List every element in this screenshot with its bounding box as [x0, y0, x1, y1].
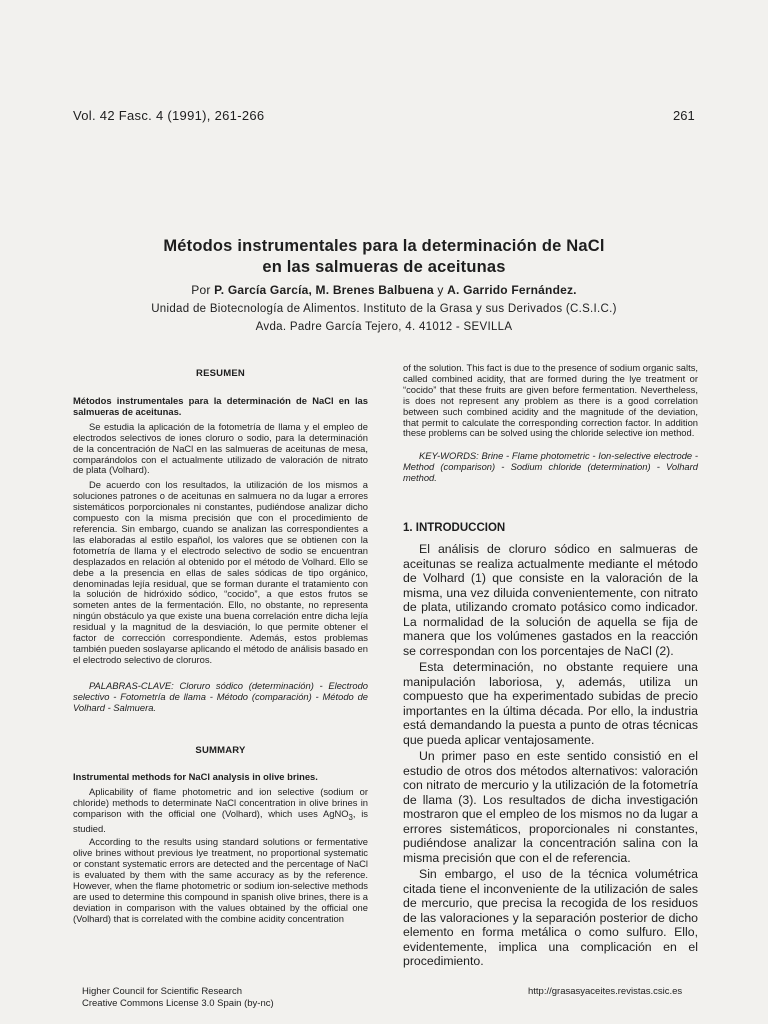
footer-line-1: Higher Council for Scientific Research — [82, 986, 242, 997]
resumen-keywords: PALABRAS-CLAVE: Cloruro sódico (determinación) - Electrodo selectivo - Fotometría de llama - Método (comparación) - Método de Volhard - Salmuera. — [73, 679, 368, 713]
summary-keywords: KEY-WORDS: Brine - Flame photometric - Ion-selective electrode - Method (comparison) - Sodium chloride (determination) - Volhard method. — [403, 450, 698, 484]
intro-paragraph-4: Sin embargo, el uso de la técnica volumétrica citada tiene el inconveniente de la utilización de sales de mercurio, que precisa la recogida de los residuos de las valoraciones y la separación posterior de dicho elemento en forma metálica o como sulfuro. Ello, evidentemente, implica una complicación en el procedimiento. — [403, 867, 698, 968]
introduccion-heading: 1. INTRODUCCION — [403, 522, 506, 534]
summary-paragraph-2-continued: of the solution. This fact is due to the presence of sodium organic salts, called combined acidity, that are formed during the lye treatment or “cocido” that these fruits are given before fermentation. Nevertheless, is does not represent any problem as there is a good correlation between such combined acidity and the magnitude of the deviation, that permit to calculate the corresponding correction factor. In addition these problems can be solved using the chloride selective ion method. — [403, 362, 698, 439]
title-line-2: en las salmueras de aceitunas — [262, 258, 506, 276]
page-number: 261 — [673, 108, 695, 123]
summary-subtitle: Instrumental methods for NaCl analysis in olive brines. — [73, 771, 318, 782]
affiliation-institute: Unidad de Biotecnología de Alimentos. Instituto de la Grasa y sus Derivados (C.S.I.C.) — [151, 303, 617, 315]
affiliation-address: Avda. Padre García Tejero, 4. 41012 - SEVILLA — [255, 321, 513, 333]
summary-paragraph-2: According to the results using standard solutions or fermentative olive brines without previous lye treatment, no proportional systematic or constant systematic errors are detected and the percentage of NaCl is evaluated by them with the same accuracy as by the reference. However, when the flame photometric or sodium ion-selective methods are used to determine this compound in spanish olive brines, there is a deviation in comparison with the values obtained by the official one (Volhard) that is correlated with the combine acidity concentration — [73, 836, 368, 924]
journal-volume-header: Vol. 42 Fasc. 4 (1991), 261-266 — [73, 108, 265, 123]
intro-paragraph-1: El análisis de cloruro sódico en salmueras de aceitunas se realiza actualmente mediante el método de Volhard (1) que consiste en la valoración de la misma, una vez diluida convenientemente, con nitrato de plata, utilizando cromato potásico como indicador. La normalidad de la solución de aquella se fija de manera que los volúmenes gastados en la reacción se correspondan con los porcentajes de NaCl (2). — [403, 542, 698, 658]
summary-continued — [403, 363, 698, 484]
footer-line-2: Creative Commons License 3.0 Spain (by-nc) — [82, 997, 274, 1009]
summary-section — [73, 745, 368, 925]
author-line — [70, 283, 698, 297]
summary-p1-end: , is studied. — [73, 807, 368, 834]
intro-paragraph-3: Un primer paso en este sentido consistió en el estudio de otros dos métodos alternativos: valoración con nitrato de mercurio y la utilización de la fotometría de llama (3). Los resultados de dicha investigación mostraron que el empleo de los mismos no da lugar a errores sistemáticos, proporcionales ni constantes, pudiéndose analizar la concentración salina con la misma precisión que con el de referencia. — [403, 749, 698, 865]
author-prefix: Por — [191, 283, 211, 297]
summary-paragraph-1 — [73, 787, 368, 835]
author-joiner: y — [437, 283, 444, 297]
introduccion-section — [403, 522, 698, 969]
summary-p1-subscript: 3 — [348, 812, 353, 822]
title-line-1: Métodos instrumentales para la determinación de NaCl — [163, 237, 605, 255]
article-title — [70, 236, 698, 278]
author-last: A. Garrido Fernández. — [447, 283, 577, 297]
resumen-paragraph-1: Se estudia la aplicación de la fotometría de llama y el empleo de electrodos selectivos de iones cloruro o sodio, para la determinación de la concentración de NaCl en las salmueras de aceitunas de mesa, comparándolos con el actualmente utilizado de valoración de nitrato de plata (Volhard). — [73, 420, 368, 476]
summary-p1-text: Aplicability of flame photometric and ion selective (sodium or chloride) methods to determinate NaCl concentration in olive brines in comparison with the official one (Volhard), which uses AgNO — [73, 785, 368, 819]
footer-url-link[interactable]: http://grasasyaceites.revistas.csic.es — [528, 986, 683, 997]
author-names: P. García García, M. Brenes Balbuena — [214, 283, 434, 297]
resumen-section — [73, 368, 368, 713]
footer-license — [82, 986, 274, 1009]
resumen-paragraph-2: De acuerdo con los resultados, la utilización de los mismos a soluciones patrones o de aceitunas en salmuera no da lugar a errores sistemáticos porporcionales ni constantes, pudiéndose analizar dicho compuesto con la misma precisión que con el procedimiento de referencia. Sin embargo, cuando se analizan las correspondientes a las elaboradas al estilo español, los valores que se obtienen con la fotometría de llama y el electrodo selectivo de sodio se encuentran desplazados en relación al obtenido por el método de Volhard. Ello se debe a la presencia en ellas de sales sódicas de tipo orgánico, denominadas lejía residual, que se forman durante el tratamiento con la solución de hidróxido sódico, “cocido”, a que estos frutos se someten antes de la fermentación. Ello, no obstante, no representa ningún obstáculo ya que existe una buena correlación entre dicha lejía residual y la magnitud de la desviación, lo que permite obtener el factor de corrección correspondiente. Además, estos problemas también pueden soslayarse aplicando el método de análisis basado en el electrodo selectivo de cloruros. — [73, 479, 368, 665]
resumen-heading: RESUMEN — [196, 368, 245, 379]
intro-paragraph-2: Esta determinación, no obstante requiere una manipulación laboriosa, y, además, utiliza un compuesto que ha experimentado subidas de precio importantes en la última década. Por ello, la industria está demandando la puesta a punto de otras técnicas que pueda aplicar ventajosamente. — [403, 660, 698, 747]
resumen-subtitle: Métodos instrumentales para la determinación de NaCl en las salmueras de aceitunas. — [73, 395, 368, 417]
summary-heading: SUMMARY — [195, 745, 246, 756]
